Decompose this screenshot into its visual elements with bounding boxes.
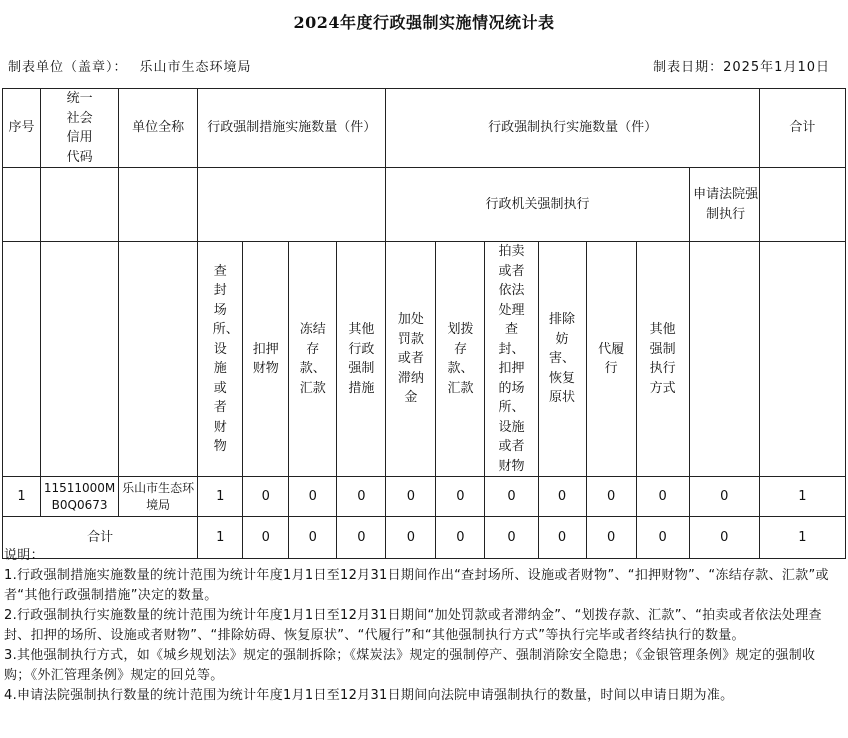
row-value: 0 [289, 477, 337, 517]
header-total: 合计 [759, 89, 845, 168]
total-value: 0 [586, 517, 636, 559]
header-credit-code: 统一社会信用代码 [41, 89, 119, 168]
note-item: 1.行政强制措施实施数量的统计范围为统计年度1月1日至12月31日期间作出“查封场所、设施或者财物”、“扣押财物”、“冻结存款、汇款”或者“其他行政强制措施”决定的数量。 [4, 568, 829, 603]
header-blank-code-3 [41, 242, 119, 477]
note-item: 4.申请法院强制执行数量的统计范围为统计年度1月1日至12月31日期间向法院申请强制执行的数量，时间以申请日期为准。 [4, 688, 734, 703]
total-value: 0 [386, 517, 436, 559]
header-blank-unit-3 [119, 242, 198, 477]
row-total: 1 [759, 477, 845, 517]
statistics-table [2, 88, 846, 559]
header-exec-other: 其他强制执行方式 [636, 242, 689, 477]
total-value: 0 [289, 517, 337, 559]
header-measure-seize: 扣押财物 [243, 242, 289, 477]
row-credit-code: 11511000MB0Q0673 [41, 477, 119, 517]
notes-heading: 说明： [4, 548, 44, 563]
header-court-execution: 申请法院强制执行 [689, 168, 759, 242]
row-value: 0 [243, 477, 289, 517]
header-measure-other: 其他行政强制措施 [337, 242, 386, 477]
total-value: 0 [689, 517, 759, 559]
header-blank-unit [119, 168, 198, 242]
header-blank-court-3 [689, 242, 759, 477]
total-value: 0 [538, 517, 586, 559]
reporting-unit-value: 乐山市生态环境局 [139, 60, 252, 75]
header-blank-total [759, 168, 845, 242]
reporting-unit-label: 制表单位（盖章）： [8, 60, 128, 75]
header-exec-fine: 加处罚款或者滞纳金 [386, 242, 436, 477]
header-blank-seq-3 [3, 242, 41, 477]
document-title: 2024年度行政强制实施情况统计表 [293, 13, 555, 32]
row-value: 0 [436, 477, 485, 517]
row-value: 0 [485, 477, 538, 517]
total-value: 0 [243, 517, 289, 559]
header-execution-group: 行政强制执行实施数量（件） [386, 89, 759, 168]
row-value: 0 [337, 477, 386, 517]
total-value: 0 [337, 517, 386, 559]
header-row-3 [3, 242, 846, 477]
report-date [653, 56, 830, 75]
total-value: 0 [436, 517, 485, 559]
row-value: 0 [538, 477, 586, 517]
notes-section [4, 546, 840, 706]
total-row-label: 合计 [3, 517, 198, 559]
note-item: 2.行政强制执行实施数量的统计范围为统计年度1月1日至12月31日期间“加处罚款或者滞纳金”、“划拨存款、汇款”、“拍卖或者依法处理查封、扣押的场所、设施或者财物”、“排除妨碍、恢复原状”、“代履行”和“其他强制执行方式”等执行完毕或者终结执行的数量。 [4, 608, 822, 643]
row-unit-name: 乐山市生态环境局 [119, 477, 198, 517]
row-value: 0 [586, 477, 636, 517]
header-exec-remove: 排除妨害、恢复原状 [538, 242, 586, 477]
report-date-label: 制表日期： [653, 60, 724, 75]
header-measures-group: 行政强制措施实施数量（件） [198, 89, 386, 168]
header-blank-seq [3, 168, 41, 242]
report-date-value: 2025年1月10日 [723, 60, 830, 75]
header-unit-name: 单位全称 [119, 89, 198, 168]
header-admin-execution: 行政机关强制执行 [386, 168, 689, 242]
header-measure-freeze: 冻结存款、汇款 [289, 242, 337, 477]
header-blank-code [41, 168, 119, 242]
header-blank-total-3 [759, 242, 845, 477]
header-exec-transfer: 划拨存款、汇款 [436, 242, 485, 477]
header-exec-auction: 拍卖或者依法处理查封、扣押的场所、设施或者财物 [485, 242, 538, 477]
note-item: 3.其他强制执行方式，如《城乡规划法》规定的强制拆除；《煤炭法》规定的强制停产、强制消除安全隐患；《金银管理条例》规定的强制收购；《外汇管理条例》规定的回兑等。 [4, 648, 816, 683]
row-seq: 1 [3, 477, 41, 517]
reporting-unit [8, 56, 252, 75]
total-value: 0 [485, 517, 538, 559]
total-value: 0 [636, 517, 689, 559]
row-value: 0 [636, 477, 689, 517]
header-row-2 [3, 168, 846, 242]
total-grand: 1 [759, 517, 845, 559]
row-value: 0 [386, 477, 436, 517]
header-exec-substitute: 代履行 [586, 242, 636, 477]
header-measure-seal: 查封场所、设施或者财物 [198, 242, 243, 477]
row-value: 1 [198, 477, 243, 517]
total-value: 1 [198, 517, 243, 559]
header-seq: 序号 [3, 89, 41, 168]
table-row [3, 477, 846, 517]
header-row-1 [3, 89, 846, 168]
row-value: 0 [689, 477, 759, 517]
header-blank-measures [198, 168, 386, 242]
